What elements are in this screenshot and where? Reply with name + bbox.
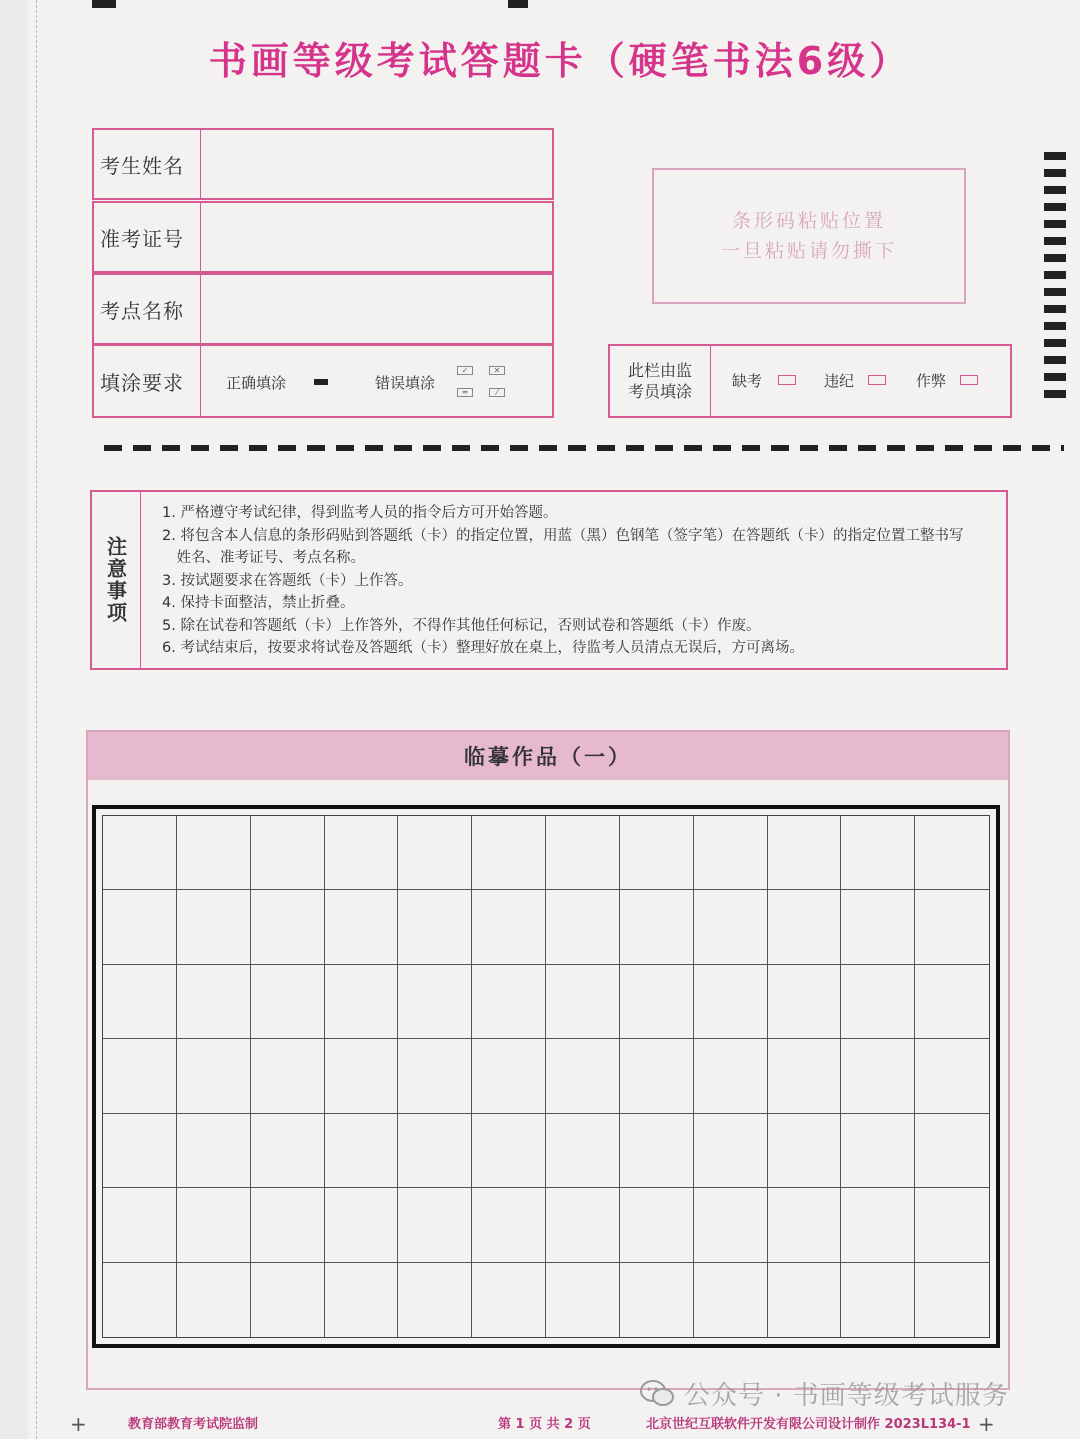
grid-cell[interactable] [251,890,325,964]
grid-cell[interactable] [768,1263,842,1337]
proctor-label-line2: 考员填涂 [627,382,692,401]
register-mark-icon: + [70,1412,87,1436]
grid-cell[interactable] [694,816,768,890]
wechat-icon [640,1380,674,1406]
barcode-hint-line2: 一旦粘贴请勿撕下 [720,240,897,262]
grid-cell[interactable] [546,1188,620,1262]
notes-item: 6. 考试结束后，按要求将试卷及答题纸（卡）整理好放在桌上，待监考人员清点无误后，方可离场。 [162,640,804,656]
practice-heading: 临摹作品（一） [88,732,1008,780]
grid-cell[interactable] [841,816,915,890]
grid-cell[interactable] [103,1114,177,1188]
grid-cell[interactable] [620,816,694,890]
proctor-label-line1: 此栏由监 [627,361,692,380]
field-label: 填涂要求 [94,346,201,416]
grid-cell[interactable] [620,1188,694,1262]
grid-cell[interactable] [398,965,472,1039]
grid-cell[interactable] [177,1039,251,1113]
grid-cell[interactable] [915,816,989,890]
grid-cell[interactable] [472,1114,546,1188]
grid-cell[interactable] [915,1039,989,1113]
wrong-fill-cross-icon: ✕ [489,366,505,375]
wrong-fill-lines-icon: ═ [457,388,473,397]
notes-item: 2. 将包含本人信息的条形码贴到答题纸（卡）的指定位置，用蓝（黑）色钢笔（签字笔）在答题纸（卡）的指定位置工整书写 [162,527,964,544]
grid-cell[interactable] [620,1114,694,1188]
grid-cell[interactable] [325,816,399,890]
exam-site-field[interactable] [92,273,554,345]
notes-list [162,502,963,660]
page-number: 第 1 页 共 2 页 [498,1417,591,1432]
watermark-text: 公众号 · 书画等级考试服务 [684,1381,1009,1411]
grid-cell[interactable] [546,1039,620,1113]
absent-label: 缺考 [732,372,763,390]
violation-checkbox[interactable] [868,375,886,385]
grid-cell[interactable] [768,1039,842,1113]
grid-cell[interactable] [103,816,177,890]
grid-cell[interactable] [841,1263,915,1337]
timing-mark [508,0,528,8]
grid-cell[interactable] [915,890,989,964]
grid-cell[interactable] [398,890,472,964]
cheating-label: 作弊 [916,372,947,390]
absent-checkbox[interactable] [778,375,796,385]
writing-grid-frame [92,805,1000,1348]
notes-side [92,492,141,668]
grid-cell[interactable] [177,1114,251,1188]
grid-cell[interactable] [177,1263,251,1337]
field-label: 考生姓名 [94,130,201,198]
grid-cell[interactable] [325,1039,399,1113]
grid-cell[interactable] [768,1188,842,1262]
exam-id-field[interactable] [92,201,554,273]
grid-cell[interactable] [251,1039,325,1113]
grid-cell[interactable] [103,1188,177,1262]
grid-cell[interactable] [694,890,768,964]
grid-cell[interactable] [694,965,768,1039]
page-title: 书画等级考试答题卡（硬笔书法6级） [208,39,912,83]
grid-cell[interactable] [546,965,620,1039]
correct-fill-swatch [314,379,328,385]
footer-left: 教育部教育考试院监制 [128,1417,259,1432]
cheating-checkbox[interactable] [960,375,978,385]
barcode-area[interactable] [652,168,966,304]
proctor-label [610,346,711,416]
grid-cell[interactable] [620,1263,694,1337]
grid-cell[interactable] [398,816,472,890]
notes-item: 1. 严格遵守考试纪律，得到监考人员的指令后方可开始答题。 [162,505,558,521]
notes-item: 5. 除在试卷和答题纸（卡）上作答外，不得作其他任何标记，否则试卷和答题纸（卡）作废。 [162,617,761,634]
grid-cell[interactable] [694,1263,768,1337]
grid-cell[interactable] [841,1188,915,1262]
grid-cell[interactable] [325,1263,399,1337]
grid-cell[interactable] [251,1188,325,1262]
grid-cell[interactable] [103,890,177,964]
grid-cell[interactable] [177,1188,251,1262]
notes-item: 4. 保持卡面整洁，禁止折叠。 [162,595,355,611]
grid-cell[interactable] [841,1039,915,1113]
grid-cell[interactable] [768,816,842,890]
grid-cell[interactable] [177,965,251,1039]
grid-cell[interactable] [841,890,915,964]
grid-cell[interactable] [398,1263,472,1337]
grid-cell[interactable] [546,1263,620,1337]
timing-mark [92,0,116,8]
barcode-hint-line1: 条形码粘贴位置 [731,210,886,232]
grid-cell[interactable] [472,1039,546,1113]
grid-cell[interactable] [325,1114,399,1188]
violation-label: 违纪 [824,372,855,390]
grid-cell[interactable] [768,1114,842,1188]
field-label: 准考证号 [94,203,201,271]
grid-cell[interactable] [915,1114,989,1188]
grid-cell[interactable] [472,1188,546,1262]
grid-cell[interactable] [325,1188,399,1262]
grid-cell[interactable] [915,965,989,1039]
grid-cell[interactable] [841,965,915,1039]
grid-cell[interactable] [103,1039,177,1113]
grid-cell[interactable] [620,890,694,964]
grid-cell[interactable] [251,816,325,890]
grid-cell[interactable] [768,890,842,964]
grid-cell[interactable] [768,965,842,1039]
grid-cell[interactable] [103,1263,177,1337]
grid-cell[interactable] [251,965,325,1039]
writing-grid[interactable] [102,815,990,1338]
grid-cell[interactable] [398,1039,472,1113]
cut-line [104,445,1064,451]
grid-cell[interactable] [398,1188,472,1262]
perforation-line [36,0,37,1439]
timing-marks [1044,152,1066,407]
grid-cell[interactable] [103,965,177,1039]
notes-item: 姓名、准考证号、考点名称。 [162,550,365,566]
grid-cell[interactable] [694,1039,768,1113]
register-mark-icon: + [978,1412,995,1436]
name-field[interactable] [92,128,554,200]
wrong-fill-check-icon: ✓ [457,366,473,375]
grid-cell[interactable] [472,965,546,1039]
grid-cell[interactable] [546,890,620,964]
grid-cell[interactable] [694,1188,768,1262]
grid-cell[interactable] [915,1263,989,1337]
fill-rule-box [92,344,554,418]
grid-cell[interactable] [620,965,694,1039]
grid-cell[interactable] [546,816,620,890]
field-label: 考点名称 [94,275,201,343]
notes-box [90,490,1008,670]
grid-cell[interactable] [325,890,399,964]
grid-cell[interactable] [841,1114,915,1188]
grid-cell[interactable] [546,1114,620,1188]
correct-fill-label: 正确填涂 [226,374,287,392]
grid-cell[interactable] [251,1263,325,1337]
wrong-fill-slash-icon: ⁄ [489,388,505,397]
grid-cell[interactable] [325,965,399,1039]
grid-cell[interactable] [620,1039,694,1113]
grid-cell[interactable] [177,816,251,890]
grid-cell[interactable] [398,1114,472,1188]
wrong-fill-label: 错误填涂 [375,374,436,392]
grid-cell[interactable] [251,1114,325,1188]
notes-side-label: 注意事项 [103,536,128,624]
notes-item: 3. 按试题要求在答题纸（卡）上作答。 [162,572,413,589]
grid-cell[interactable] [472,1263,546,1337]
grid-cell[interactable] [694,1114,768,1188]
grid-cell[interactable] [472,816,546,890]
footer-right: 北京世纪互联软件开发有限公司设计制作 2023L134-1 [646,1417,971,1432]
grid-cell[interactable] [472,890,546,964]
grid-cell[interactable] [915,1188,989,1262]
grid-cell[interactable] [177,890,251,964]
proctor-box [608,344,1012,418]
